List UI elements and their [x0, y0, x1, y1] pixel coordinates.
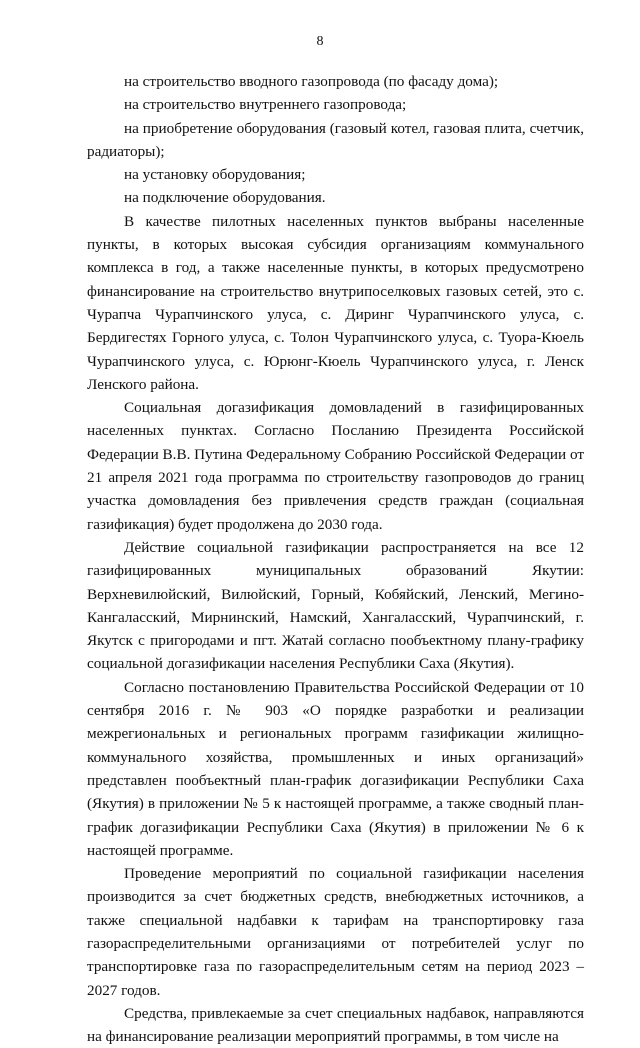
paragraph-11: Средства, привлекаемые за счет специальных надбавок, направляются на финансирование реализации мероприятий программы, в том числе на: [87, 1004, 584, 1046]
paragraph-1: на строительство вводного газопровода (по фасаду дома);: [124, 73, 499, 90]
paragraph-6: В качестве пилотных населенных пунктов выбраны населенные пункты, в которых высокая субсидия организациям коммунального комплекса в год, а также населенные пункты, в которых предусмотрено финансирование на строительство внутрипоселковых газовых сетей, это с. Чурапча Чурапчинского улуса, с. Диринг Чурапчинского улуса, с. Бердигестях Горного улуса, с. Толон Чурапчинского улуса, с. Туора-Кюель Чурапчинского улуса, с. Юрюнг-Кюель Чурапчинского улуса, г. Ленск Ленского района.: [87, 212, 584, 393]
paragraph-4: на установку оборудования;: [124, 166, 306, 184]
document-body: [87, 70, 584, 1048]
paragraph-8: Действие социальной газификации распространяется на все 12 газифицированных муниципальных образований Якутии: Верхневилюйский, Вилюйский, Горный, Кобяйский, Ленский, Мегино-Кангаласский, Мирнинский, Намский, Хангаласский, Чурапчинский, г. Якутск с пригородами и пгт. Жатай согласно пообъектному плану-графику социальной догазификации населения Республики Саха (Якутия).: [87, 538, 584, 673]
paragraph-7: Социальная догазификация домовладений в газифицированных населенных пунктах. Согласно Посланию Президента Российской Федерации В.В. Путина Федеральному Собранию Российской Федерации от 21 апреля 2021 года программа по строительству газопроводов до границ участка домовладения без привлечения средств граждан (социальная газификация) будет продолжена до 2030 года.: [87, 399, 584, 533]
paragraph-2: на строительство внутреннего газопровода;: [124, 96, 407, 114]
paragraph-3: на приобретение оборудования (газовый котел, газовая плита, счетчик, радиаторы);: [87, 119, 584, 160]
paragraph-10: Проведение мероприятий по социальной газификации населения производится за счет бюджетных средств, внебюджетных источников, а также специальной надбавки к тарифам на транспортировку газа газораспределительными организациями от потребителей услуг по транспортировке газа по газораспределительным сетям на период 2023 – 2027 годов.: [87, 865, 584, 999]
paragraph-9: Согласно постановлению Правительства Российской Федерации от 10 сентября 2016 г. № 903 «О порядке разработки и реализации межрегиональных и региональных программ газификации жилищно-коммунального хозяйства, промышленных и иных организаций» представлен пообъектный план-график догазификации Республики Саха (Якутия) в приложении № 5 к настоящей программе, а также сводный план-график догазификации Республики Саха (Якутия) в приложении № 6 к настоящей программе.: [87, 678, 584, 859]
paragraph-5: на подключение оборудования.: [124, 189, 326, 207]
page-number: 8: [316, 34, 324, 49]
